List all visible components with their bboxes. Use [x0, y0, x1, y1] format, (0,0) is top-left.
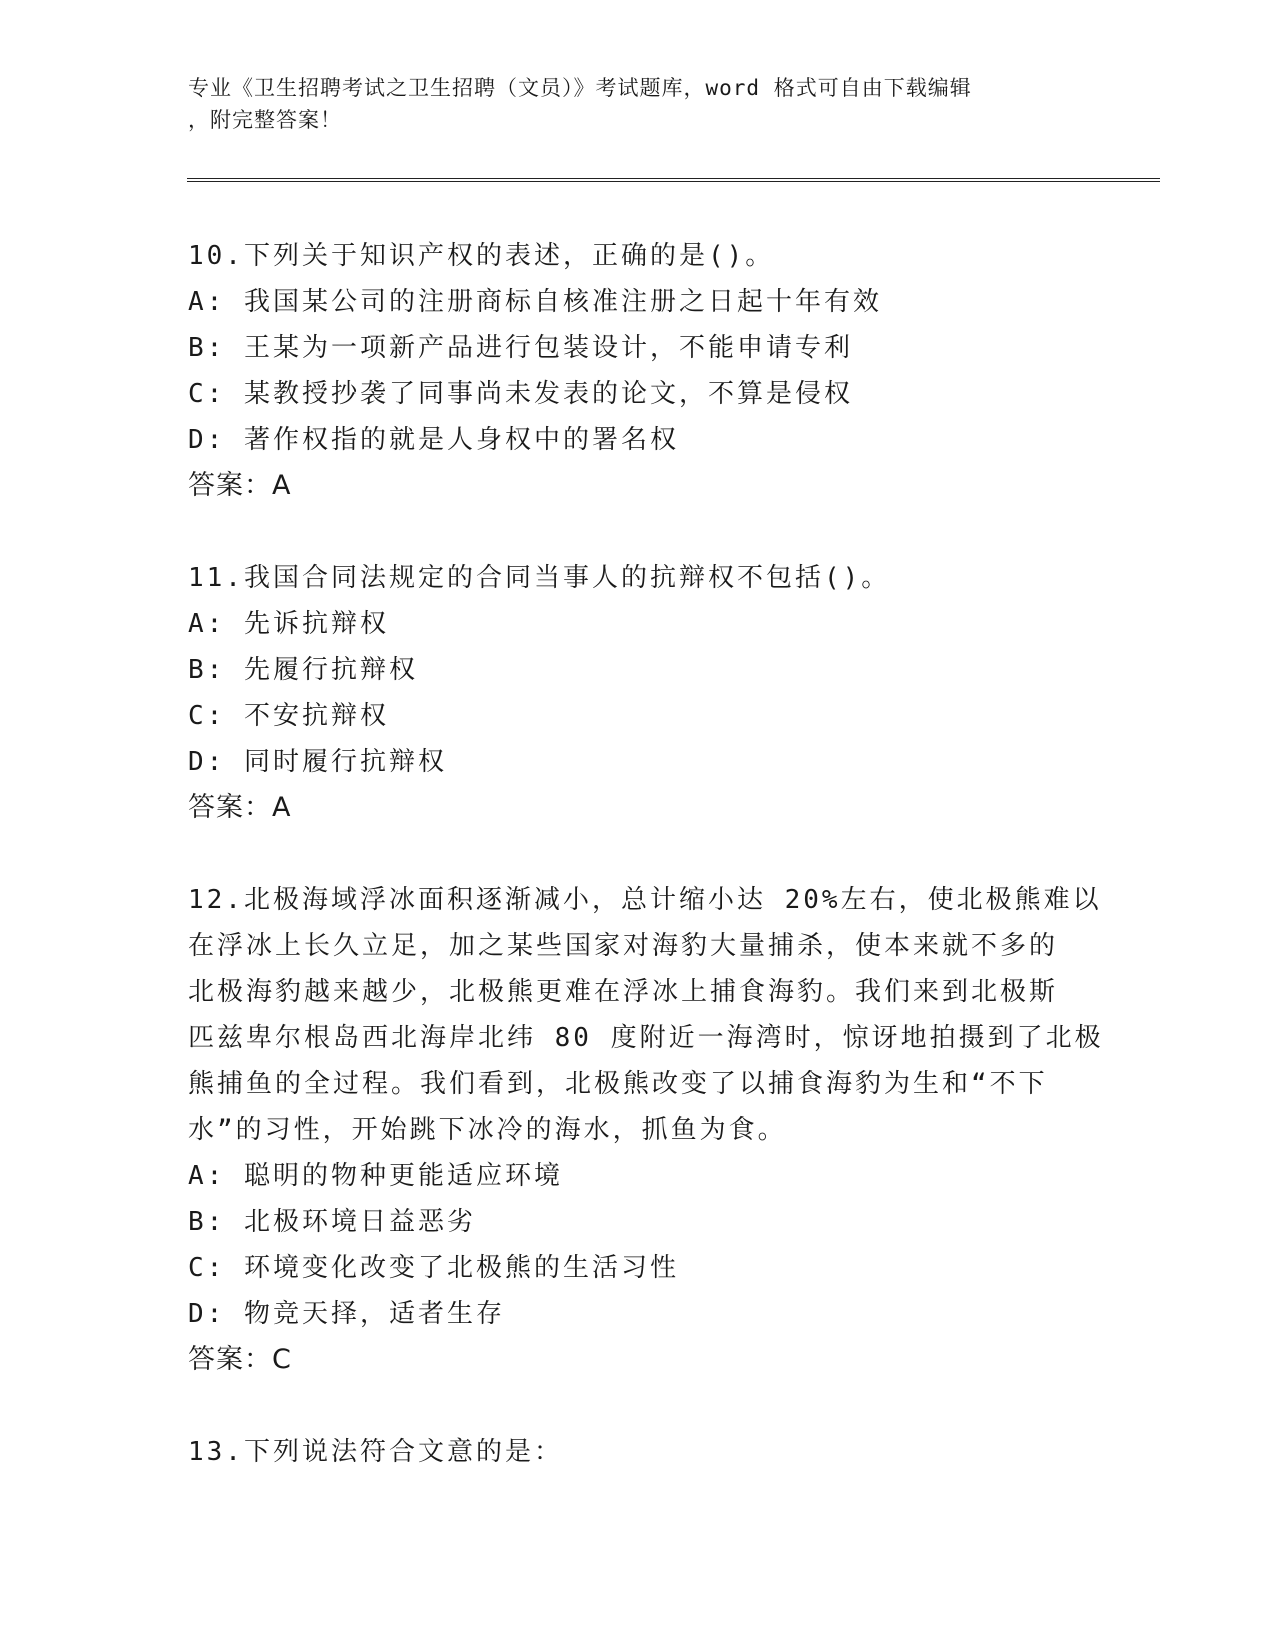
option-c: C: 不安抗辩权 — [188, 701, 389, 731]
document-header — [188, 72, 1088, 136]
question-stem: 11.我国合同法规定的合同当事人的抗辩权不包括()。 — [188, 563, 891, 593]
question-stem-line: 熊捕鱼的全过程。我们看到，北极熊改变了以捕食海豹为生和“不下 — [188, 1069, 1048, 1099]
question-stem-line: 12.北极海域浮冰面积逐渐减小，总计缩小达 20%左右，使北极熊难以 — [188, 885, 1102, 915]
header-divider-top — [187, 178, 1160, 179]
header-line-1: 专业《卫生招聘考试之卫生招聘（文员）》考试题库，word 格式可自由下载编辑 — [188, 76, 972, 100]
option-c: C: 某教授抄袭了同事尚未发表的论文，不算是侵权 — [188, 379, 853, 409]
header-line-2: ，附完整答案！ — [188, 108, 342, 132]
header-divider-bottom — [187, 181, 1160, 182]
option-a: A: 我国某公司的注册商标自核准注册之日起十年有效 — [188, 287, 882, 317]
answer: 答案：C — [188, 1344, 292, 1375]
answer: 答案：A — [188, 792, 292, 823]
option-b: B: 王某为一项新产品进行包装设计，不能申请专利 — [188, 333, 853, 363]
option-b: B: 先履行抗辩权 — [188, 655, 418, 685]
option-a: A: 先诉抗辩权 — [188, 609, 389, 639]
option-b: B: 北极环境日益恶劣 — [188, 1207, 476, 1237]
question-11 — [188, 555, 1088, 831]
option-d: D: 物竞天择，适者生存 — [188, 1299, 505, 1329]
question-stem: 13.下列说法符合文意的是： — [188, 1437, 563, 1467]
question-stem: 10.下列关于知识产权的表述，正确的是()。 — [188, 241, 775, 271]
option-a: A: 聪明的物种更能适应环境 — [188, 1161, 563, 1191]
question-stem-line: 在浮冰上长久立足，加之某些国家对海豹大量捕杀，使本来就不多的 — [188, 931, 1059, 961]
question-stem-line: 水”的习性，开始跳下冰冷的海水，抓鱼为食。 — [188, 1115, 787, 1145]
question-10 — [188, 233, 1088, 509]
question-stem-line: 匹兹卑尔根岛西北海岸北纬 80 度附近一海湾时，惊讶地拍摄到了北极 — [188, 1023, 1104, 1053]
question-stem-line: 北极海豹越来越少，北极熊更难在浮冰上捕食海豹。我们来到北极斯 — [188, 977, 1059, 1007]
option-d: D: 同时履行抗辩权 — [188, 747, 447, 777]
option-d: D: 著作权指的就是人身权中的署名权 — [188, 425, 679, 455]
option-c: C: 环境变化改变了北极熊的生活习性 — [188, 1253, 679, 1283]
question-13 — [188, 1429, 1088, 1475]
question-12 — [188, 877, 1104, 1383]
question-list — [188, 233, 1104, 1475]
answer: 答案：A — [188, 470, 292, 501]
